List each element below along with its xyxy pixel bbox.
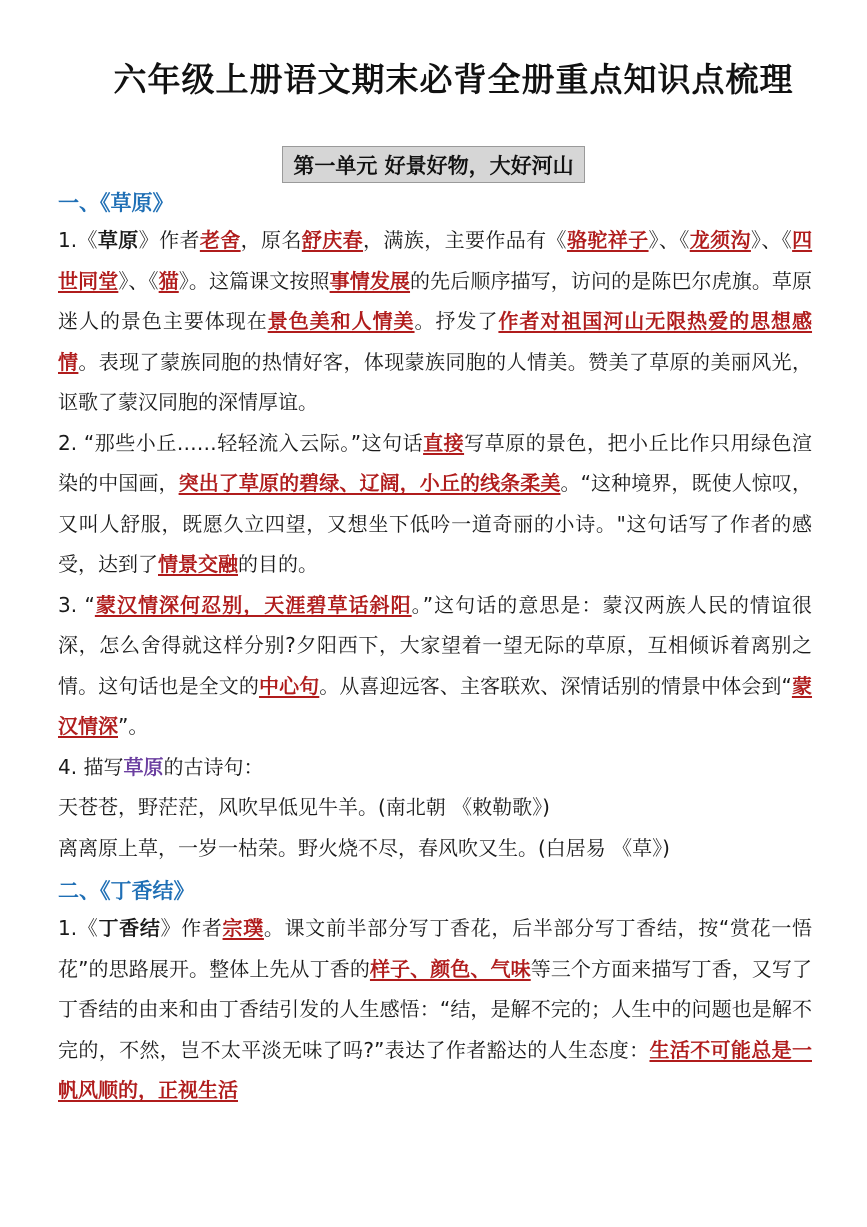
unit-banner: 第一单元 好景好物，大好河山: [282, 146, 584, 183]
text: 3. “: [58, 592, 95, 617]
paragraph-caoyuan-4: [58, 747, 812, 788]
keyword: 突出了草原的碧绿、辽阔，小丘的线条柔美: [178, 471, 561, 495]
paragraph-caoyuan-1: [58, 220, 812, 423]
text: 的古诗句：: [163, 754, 264, 779]
keyword: 四世同堂: [58, 228, 813, 293]
section-heading-dingxiangjie: 二、《丁香结》: [58, 879, 195, 903]
text: 写草原的景色，把小丘比作只用绿色渲染的中国画，: [58, 430, 813, 495]
document-title: 六年级上册语文期末必背全册重点知识点梳理: [113, 60, 794, 99]
keyword: 生活不可能总是一帆风顺的，正视生活: [58, 1037, 812, 1102]
keyword: 景色美和人情美: [267, 309, 415, 333]
text-bold: 丁香结: [98, 916, 161, 940]
keyword: 事情发展: [329, 268, 411, 293]
text: 1.《: [58, 228, 98, 252]
text: 》、《: [750, 228, 793, 252]
text: 。抒发了: [414, 309, 499, 333]
keyword: 样子、颜色、气味: [369, 956, 531, 981]
keyword: 宗璞: [222, 916, 264, 940]
text: 的目的。: [238, 552, 318, 576]
keyword: 中心句: [258, 673, 320, 698]
text: ，原名: [240, 228, 302, 252]
unit-banner-wrap: [0, 146, 867, 183]
text: 。”这句话的意思是：蒙汉两族人民的情谊很深，怎么舍得就这样分别?夕阳西下，大家望着一望无际的草原，互相倾诉着离别之情。这句话也是全文的: [58, 592, 812, 698]
keyword: 作者对祖国河山无限热爱的思想感情: [58, 309, 813, 374]
poem-line-1: 天苍苍，野茫茫，风吹早低见牛羊。(南北朝 《敕勒歌》): [58, 795, 550, 819]
content-body: [58, 186, 812, 1111]
text: 。从喜迎远客、主客联欢、深情话别的情景中体会到“: [319, 673, 792, 698]
keyword: 情景交融: [158, 552, 238, 576]
text: 》。这篇课文按照: [178, 268, 330, 293]
keyword: 骆驼祥子: [566, 228, 649, 252]
paragraph-caoyuan-3: [58, 585, 812, 747]
text: 。“这种境界，既使人惊叹，又叫人舒服，既愿久立四望，又想坐下低吟一道奇丽的小诗。"这句话写了作者的感受，达到了: [58, 471, 813, 576]
section-heading-caoyuan: 一、《草原》: [58, 191, 174, 215]
text: 》、《: [118, 268, 159, 293]
text: 1.《: [58, 916, 99, 940]
text: 4. 描写: [58, 754, 124, 779]
paragraph-caoyuan-2: [58, 423, 812, 585]
text: 。表现了蒙族同胞的热情好客，体现蒙族同胞的人情美。赞美了草原的美丽风光，讴歌了蒙汉同胞的深情厚谊。: [58, 349, 813, 414]
keyword: 舒庆春: [301, 228, 364, 252]
text: 。课文前半部分写丁香花，后半部分写丁香结，按“赏花一悟花”的思路展开。整体上先从丁香的: [58, 916, 812, 981]
keyword: 蒙汉情深: [58, 673, 813, 738]
text: ，满族，主要作品有《: [363, 228, 567, 252]
keyword: 龙须沟: [689, 228, 751, 252]
keyword-purple: 草原: [123, 754, 164, 779]
text-bold: 草原: [97, 228, 139, 252]
text: 的先后顺序描写，访问的是陈巴尔虎旗。草原迷人的景色主要体现在: [58, 268, 813, 333]
keyword: 蒙汉情深何忍别，天涯碧草话斜阳: [94, 592, 412, 617]
keyword: 直接: [423, 430, 465, 455]
text: 2. “那些小丘……轻轻流入云际。”这句话: [58, 430, 424, 455]
text: 等三个方面来描写丁香，又写了丁香结的由来和由丁香结引发的人生感悟：“结，是解不完的；人生中的问题也是解不完的，不然，岂不太平淡无味了吗?”表达了作者豁达的人生态度：: [58, 956, 813, 1062]
paragraph-dingxiangjie-1: [58, 908, 812, 1111]
text: ”。: [118, 714, 149, 738]
text: 》作者: [160, 916, 223, 940]
keyword: 老舍: [199, 228, 241, 252]
poem-line-2: 离离原上草，一岁一枯荣。野火烧不尽，春风吹又生。(白居易 《草》): [58, 835, 670, 860]
keyword: 猫: [158, 268, 179, 293]
text: 》、《: [648, 228, 690, 252]
text: 》作者: [138, 228, 200, 252]
